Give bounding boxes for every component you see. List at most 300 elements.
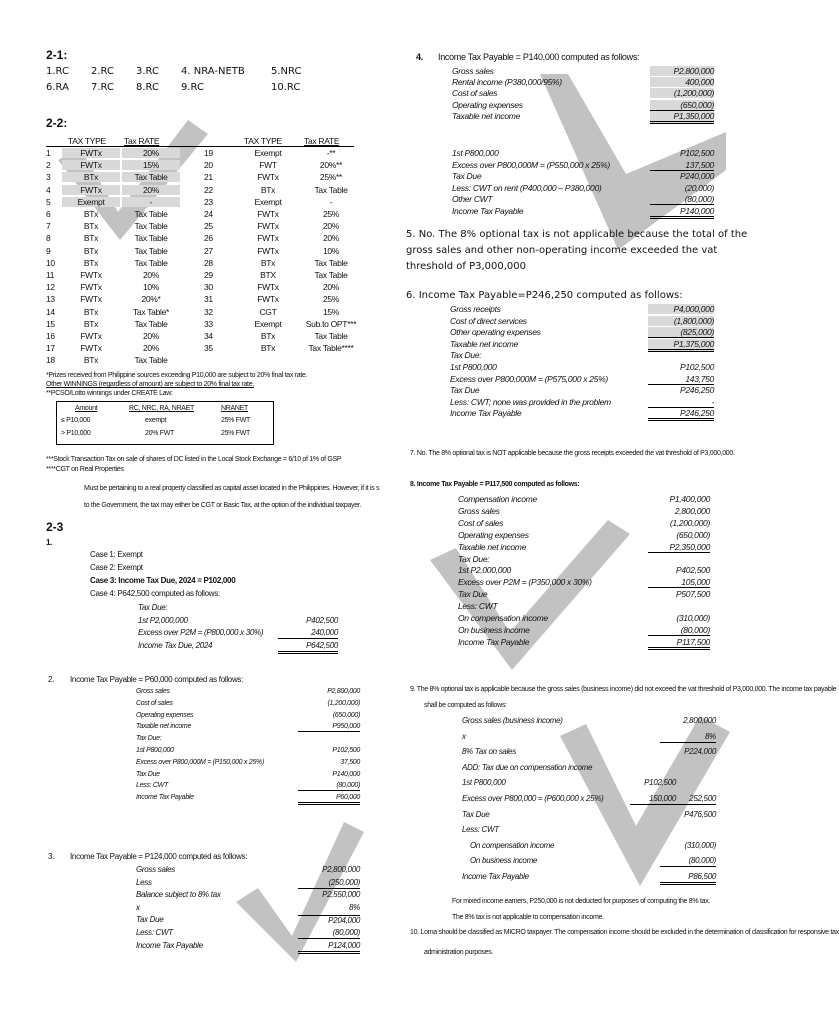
line-label: Other operating expenses: [450, 327, 541, 338]
line-amount: P476,500: [684, 809, 716, 819]
row-number: 2: [46, 160, 51, 171]
line-label: Income Tax Payable: [136, 794, 194, 802]
pcso-table: [56, 401, 274, 445]
line-amount: (250,000): [298, 878, 360, 889]
line-label: Taxable net income: [452, 110, 520, 121]
row-number: 15: [46, 318, 55, 329]
computation-row: [136, 794, 360, 806]
section-2-1-title: 2-1:: [46, 48, 68, 62]
computation-row: [458, 613, 710, 625]
line-label: ADD: Tax due on compensation income: [462, 762, 593, 772]
problem-8-heading: 8. Income Tax Payable = P117,500 computed as follows:: [410, 481, 580, 488]
computation-row: [458, 625, 710, 637]
line-amount: P2,800,000: [322, 865, 360, 874]
line-amount: 105,000: [648, 577, 710, 588]
line-label: 1st P2,000,000: [458, 565, 511, 576]
line-label: Gross sales (business income): [462, 716, 563, 725]
line-label: Excess over P800,000M = (P150,000 x 25%): [136, 758, 264, 766]
line-amount: (80,000): [298, 782, 360, 791]
line-amount: 143,750: [648, 374, 714, 385]
tax-rate-cell: 20%: [142, 270, 160, 280]
tax-rate-cell: Tax Table: [134, 355, 168, 366]
line-amount: 400,000: [650, 77, 714, 87]
computation-row: [462, 732, 716, 746]
line-amount: P1,400,000: [669, 494, 710, 504]
computation-row: [136, 865, 360, 878]
answer: 5.NRC: [271, 66, 302, 77]
computation-row: [136, 735, 360, 747]
tax-type-cell: FWTx: [62, 160, 120, 170]
computation-row: [452, 148, 714, 160]
computation-row: [458, 577, 710, 589]
tax-rate-cell: 20%: [142, 331, 160, 341]
line-label: Gross sales: [452, 66, 494, 76]
tax-type-cell: Exempt: [254, 196, 282, 207]
computation-row: [458, 518, 710, 530]
case-4: Case 4: P642,500 computed as follows:: [90, 589, 220, 598]
computation-row: [136, 700, 360, 712]
tax-type-cell: FWTx: [80, 282, 102, 293]
line-label: Gross sales: [458, 505, 500, 516]
problem-2-heading: Income Tax Payable = P60,000 computed as follows:: [70, 675, 244, 684]
computation-row: [452, 100, 714, 111]
row-number: 13: [46, 294, 55, 305]
answer-7: 7. No. The 8% optional tax is NOT applicable because the gross receipts exceeded the vat threshold of P3,000,000.: [410, 450, 735, 457]
line-amount: P140,000: [650, 206, 714, 219]
tax-type-cell: BTx: [83, 233, 99, 244]
tax-type-cell: CGT: [259, 306, 277, 317]
tax-type-cell: FWTx: [257, 282, 279, 293]
line-label: Gross sales: [136, 865, 175, 874]
tax-type-cell: FWTx: [80, 343, 102, 354]
line-amount: P1,375,000: [648, 339, 714, 352]
line-label: Tax Due:: [450, 350, 482, 361]
line-amount: P102,500: [680, 362, 714, 372]
line-amount: (650,000): [650, 100, 714, 111]
row-number: 30: [204, 282, 213, 293]
tax-rate-cell: 20%: [322, 282, 340, 293]
line-label: Income Tax Payable: [452, 205, 524, 216]
row-number: 16: [46, 331, 55, 341]
computation-row: [450, 304, 714, 316]
tax-rate-cell: 10%: [142, 282, 160, 293]
computation-row: [458, 565, 710, 577]
tax-type-cell: FWTx: [257, 294, 279, 305]
tax-rate-cell: Tax Table: [134, 318, 168, 329]
computation-row: [136, 712, 360, 724]
line-label: Operating expenses: [136, 711, 194, 719]
col-header: Amount: [75, 405, 98, 412]
line-amount: P60,000: [298, 794, 360, 805]
line-amount: P402,500: [676, 565, 710, 576]
row-number: 27: [204, 245, 213, 256]
line-label: Excess over P800,000M = (P575,000 x 25%): [450, 373, 608, 384]
problem-3-heading: Income Tax Payable = P124,000 computed as follows:: [70, 852, 248, 861]
line-amount: P204,000: [298, 915, 360, 926]
computation-row: [136, 941, 360, 954]
computation-row: [462, 716, 716, 730]
computation-row: [458, 637, 710, 649]
line-label: Tax Due:: [138, 603, 168, 612]
problem-4-heading: Income Tax Payable = P140,000 computed as follows:: [438, 52, 640, 62]
line-label: Income Tax Payable: [458, 636, 530, 647]
computation-row: [458, 554, 710, 566]
line-label: Balance subject to 8% tax: [136, 890, 221, 900]
problem-number: 1.: [46, 538, 53, 547]
line-label: Excess over P800,000M = (P550,000 x 25%): [452, 159, 610, 170]
line-label: Tax Due: [462, 809, 490, 819]
computation-row: [450, 374, 714, 386]
tax-rate-cell: 20%*: [141, 294, 161, 305]
line-amount: P246,250: [648, 408, 714, 421]
computation-row: [452, 111, 714, 122]
line-label: 1st P800,000: [136, 747, 174, 754]
answer-5-line-3: threshold of P3,000,000: [406, 261, 527, 272]
row-number: 10: [46, 257, 55, 268]
tax-rate-cell: Tax Table: [314, 184, 348, 195]
tax-type-cell: BTx: [83, 209, 99, 219]
computation-row: [136, 915, 360, 928]
answer: 10.RC: [271, 82, 301, 93]
line-label: Tax Due: [136, 770, 160, 778]
line-amount: P1,350,000: [650, 111, 714, 124]
tax-type-table: [46, 136, 356, 368]
line-label: Operating expenses: [458, 529, 529, 540]
tax-type-cell: FWTx: [257, 172, 279, 183]
row-number: 8: [46, 233, 51, 244]
answer-9-line-2: shall be computed as follows:: [424, 702, 507, 709]
line-label: Income Tax Payable: [136, 940, 203, 950]
tax-rate-cell: Tax Table****: [308, 343, 354, 354]
tax-rate-cell: 25%: [322, 294, 340, 305]
case-3: Case 3: Income Tax Due, 2024 = P102,000: [90, 576, 236, 585]
line-amount: P86,500: [660, 872, 716, 885]
computation-row: [452, 206, 714, 218]
line-amount: P224,000: [684, 747, 716, 757]
line-amount: (1,800,000): [648, 316, 714, 326]
tax-rate-cell: 20%: [322, 233, 340, 244]
line-label: Excess over P800,000 = (P600,000 x 25%): [462, 794, 604, 803]
computation-row: [136, 723, 360, 735]
answer: 3.RC: [136, 66, 159, 77]
line-amount: (825,000): [648, 327, 714, 338]
row-number: 20: [204, 160, 213, 171]
tax-rate-cell: -**: [326, 148, 336, 158]
row-number: 28: [204, 257, 213, 268]
line-label: Cost of sales: [136, 699, 173, 707]
computation-row: [136, 782, 360, 794]
line-amount: (80,000): [298, 928, 360, 939]
line-label: 1st P2,000,000: [138, 615, 188, 625]
case-1: Case 1: Exempt: [90, 550, 143, 559]
answer-5-line-1: 5. No. The 8% optional tax is not applicable because the total of the: [406, 229, 748, 240]
computation-row: [452, 160, 714, 172]
row-number: 5: [46, 196, 51, 207]
computation-row: [458, 530, 710, 542]
row-number: 31: [204, 294, 213, 305]
line-amount: P2,800,000: [327, 688, 360, 695]
computation-row: [452, 66, 714, 77]
computation-row: [138, 628, 338, 641]
line-label: Less: CWT on rent (P400,000 – P380,000): [452, 182, 602, 193]
line-label: Tax Due: [450, 385, 480, 396]
line-amount: 8%: [660, 732, 716, 743]
line-amount: 240,000: [278, 628, 338, 639]
line-amount: P642,500: [278, 641, 338, 654]
line-amount: P402,500: [306, 615, 338, 625]
tax-type-cell: FWTx: [62, 148, 120, 158]
row-number: 35: [204, 343, 213, 354]
table-rule: [46, 146, 354, 147]
computation-row: [458, 494, 710, 506]
tax-type-cell: FWTx: [257, 245, 279, 256]
tax-rate-cell: Tax Table: [134, 233, 168, 244]
row-number: 18: [46, 355, 55, 366]
tax-type-cell: BTx: [260, 257, 276, 268]
table-cell: 25% FWT: [221, 417, 251, 424]
computation-row: [462, 763, 716, 777]
answer-5-line-2: gross sales and other non-operating income exceeded the vat: [406, 245, 718, 256]
tax-rate-cell: 25%: [322, 209, 340, 219]
line-amount: (310,000): [676, 613, 710, 623]
computation-row: [452, 88, 714, 99]
tax-rate-cell: 20%: [322, 221, 340, 232]
computation-row: [136, 878, 360, 891]
line-amount: (20,000): [684, 182, 714, 193]
line-label: Excess over P2M = (P800,000 x 30%): [138, 628, 264, 637]
tax-type-cell: FWTx: [80, 294, 102, 305]
line-amount: P102,500: [680, 148, 714, 158]
computation-row: [458, 589, 710, 601]
line-label: Tax Due: [452, 171, 482, 181]
line-amount: P2,350,000: [648, 542, 710, 553]
computation-row: [450, 408, 714, 420]
line-amount: P950,000: [298, 723, 360, 732]
problem-number: 2.: [48, 675, 55, 684]
line-label: Tax Due: [458, 589, 488, 600]
line-label: Tax Due:: [458, 553, 490, 564]
answer: 7.RC: [91, 82, 114, 93]
tax-rate-cell: Tax Table: [134, 209, 168, 219]
tax-type-cell: FWTx: [80, 270, 102, 280]
table-cell: exempt: [145, 417, 167, 424]
line-amount: (650,000): [676, 529, 710, 540]
row-number: 33: [204, 318, 213, 329]
tax-rate-cell: -: [122, 197, 180, 207]
table-cell: 20% FWT: [145, 430, 175, 437]
case-2: Case 2: Exempt: [90, 563, 143, 572]
row-number: 17: [46, 343, 55, 354]
line-amount: 2,800,000: [683, 716, 716, 725]
computation-row: [458, 506, 710, 518]
line-label: Operating expenses: [452, 99, 523, 110]
computation-row: [462, 747, 716, 761]
note-capital-asset: Must be pertaining to a real property classified as capital asset located in the Philippines. However, if it is s: [84, 485, 380, 492]
note-winnings: Other WINNINGS (regardless of amount) are subject to 20% final tax rate.: [46, 381, 254, 388]
line-amount: (80,000): [648, 625, 710, 636]
line-amount: (650,000): [332, 711, 360, 719]
line-amount: 137,500: [650, 160, 714, 171]
tax-rate-cell: Tax Table: [314, 257, 348, 268]
computation-row: [450, 362, 714, 374]
line-label: On compensation income: [470, 840, 555, 850]
computation-row: [136, 890, 360, 903]
col-header: RC, NRC, RA, NRAET: [129, 405, 194, 412]
row-number: 23: [204, 196, 213, 207]
tax-type-cell: BTx: [62, 172, 120, 182]
line-label: Gross receipts: [450, 304, 501, 314]
line-label: Income Tax Payable: [462, 872, 529, 881]
computation-row: [462, 778, 716, 792]
tax-rate-cell: Tax Table: [134, 257, 168, 268]
tax-rate-cell: 20%: [122, 148, 180, 158]
answer: 6.RA: [46, 82, 69, 93]
answer: 4. NRA-NETB: [181, 66, 245, 77]
row-number: 19: [204, 148, 213, 158]
line-label: Other CWT: [452, 194, 493, 204]
row-number: 1: [46, 148, 51, 158]
row-number: 3: [46, 172, 51, 183]
line-label: On compensation income: [458, 613, 548, 623]
computation-row: [136, 688, 360, 700]
row-number: 29: [204, 270, 213, 280]
line-amount: P117,500: [648, 637, 710, 650]
line-label: 1st P800,000: [450, 362, 497, 372]
tax-type-cell: FWT: [259, 160, 277, 171]
computation-row: [450, 350, 714, 362]
problem-number: 3.: [48, 852, 55, 861]
computation-row: [136, 771, 360, 783]
computation-row: [136, 928, 360, 941]
line-label: Cost of direct services: [450, 315, 527, 326]
computation-row: [462, 872, 716, 886]
tax-type-cell: FWTx: [257, 221, 279, 232]
tax-type-cell: Exempt: [254, 148, 282, 158]
line-amount: (1,200,000): [327, 699, 360, 707]
tax-type-cell: BTx: [83, 257, 99, 268]
table-cell: ≤ P10,000: [61, 417, 91, 424]
line-amount: P4,000,000: [648, 304, 714, 314]
line-label: Tax Due: [136, 915, 164, 925]
computation-row: [462, 794, 716, 808]
line-label: Cost of sales: [452, 88, 498, 99]
line-label: Compensation income: [458, 494, 537, 504]
row-number: 32: [204, 306, 213, 317]
tax-rate-cell: -: [329, 196, 333, 207]
tax-rate-cell: 20%: [122, 185, 180, 195]
tax-rate-cell: 20%**: [319, 160, 343, 171]
computation-row: [458, 542, 710, 554]
table-cell: 25% FWT: [221, 430, 251, 437]
line-label: 1st P800,000: [452, 148, 499, 158]
line-amount: P124,000: [298, 941, 360, 954]
computation-row: [458, 601, 710, 613]
answer-9-line-1: 9. The 8% optional tax is applicable because the gross sales (business income) did not exceed the vat threshold of P3,000,000. The income tax payable: [410, 686, 837, 693]
note-prizes: *Prizes received from Philippine sources exceeding P10,000 are subject to 20% final tax rate.: [46, 372, 308, 379]
row-number: 21: [204, 172, 213, 183]
line-amount: 8%: [349, 902, 360, 912]
row-number: 4: [46, 184, 51, 195]
tax-rate-cell: 10%: [322, 245, 340, 256]
line-label: Less: CWT; none was provided in the problem: [450, 396, 611, 407]
line-amount: P240,000: [680, 171, 714, 181]
answer-10-line-1: 10. Lorna should be classified as MICRO taxpayer. The compensation income should be excluded in the determination of classification for responsive tax: [410, 929, 839, 936]
line-amount: 150,000: [630, 794, 676, 805]
tax-rate-cell: 15%: [122, 160, 180, 170]
row-number: 14: [46, 306, 55, 317]
row-number: 11: [46, 270, 55, 280]
line-amount: P102,500: [644, 778, 676, 788]
line-amount: P102,500: [332, 747, 360, 754]
computation-row: [450, 327, 714, 339]
line-amount: (1,200,000): [650, 88, 714, 98]
row-number: 26: [204, 233, 213, 244]
row-number: 25: [204, 221, 213, 232]
tax-type-cell: FWTx: [62, 185, 120, 195]
answer: 2.RC: [91, 66, 114, 77]
line-amount: P2,800,000: [650, 66, 714, 76]
tax-rate-cell: Tax Table: [134, 245, 168, 256]
tax-type-cell: BTx: [83, 318, 99, 329]
line-amount: 37,500: [340, 758, 360, 766]
line-amount: P246,250: [680, 385, 714, 396]
computation-row: [452, 77, 714, 88]
note-pcso: **PCSO/Lotto winnings under CREATE Law:: [46, 390, 173, 397]
problem-number: 4.: [416, 52, 423, 62]
line-label: Tax Due:: [136, 735, 162, 743]
tax-type-cell: BTx: [260, 184, 276, 195]
computation-row: [462, 810, 716, 824]
line-label: Taxable net income: [458, 541, 526, 552]
tax-type-cell: FWTx: [257, 209, 279, 219]
computation-row: [462, 825, 716, 839]
tax-rate-cell: 20%: [142, 343, 160, 354]
tax-rate-cell: Tax Table: [134, 221, 168, 232]
computation-row: [452, 194, 714, 206]
problem-6-heading: 6. Income Tax Payable=P246,250 computed as follows:: [406, 290, 683, 301]
tax-type-cell: BTx: [260, 331, 276, 341]
tax-rate-cell: Tax Table: [314, 270, 348, 280]
tax-type-cell: BTx: [83, 355, 99, 366]
tax-rate-cell: Sub.to OPT***: [305, 318, 357, 329]
table-cell: > P10,000: [61, 430, 91, 437]
line-label: Taxable net income: [450, 338, 518, 349]
row-number: 9: [46, 245, 51, 256]
tax-type-cell: FWTx: [80, 331, 102, 341]
row-number: 22: [204, 184, 213, 195]
line-amount: -: [648, 397, 714, 408]
computation-row: [450, 397, 714, 409]
computation-row: [450, 339, 714, 351]
note-government: to the Government, the tax may either be CGT or Basic Tax, at the option of the individual taxpayer.: [84, 502, 362, 509]
tax-type-cell: Exempt: [254, 318, 282, 329]
note-mixed-income: For mixed income earners, P250,000 is not deducted for purposes of computing the 8% tax.: [452, 898, 711, 905]
computation-row: [136, 747, 360, 759]
line-label: On business income: [458, 624, 530, 635]
line-amount: 252,500: [660, 794, 716, 805]
row-number: 6: [46, 209, 51, 219]
computation-row: [462, 841, 716, 855]
row-number: 34: [204, 331, 213, 341]
line-amount: P2,550,000: [322, 890, 360, 900]
line-amount: (310,000): [684, 840, 716, 850]
computation-row: [138, 603, 338, 616]
tax-type-cell: BTx: [83, 306, 99, 317]
row-number: 24: [204, 209, 213, 219]
line-label: Cost of sales: [458, 517, 504, 528]
line-amount: (80,000): [660, 856, 716, 867]
computation-row: [450, 385, 714, 397]
